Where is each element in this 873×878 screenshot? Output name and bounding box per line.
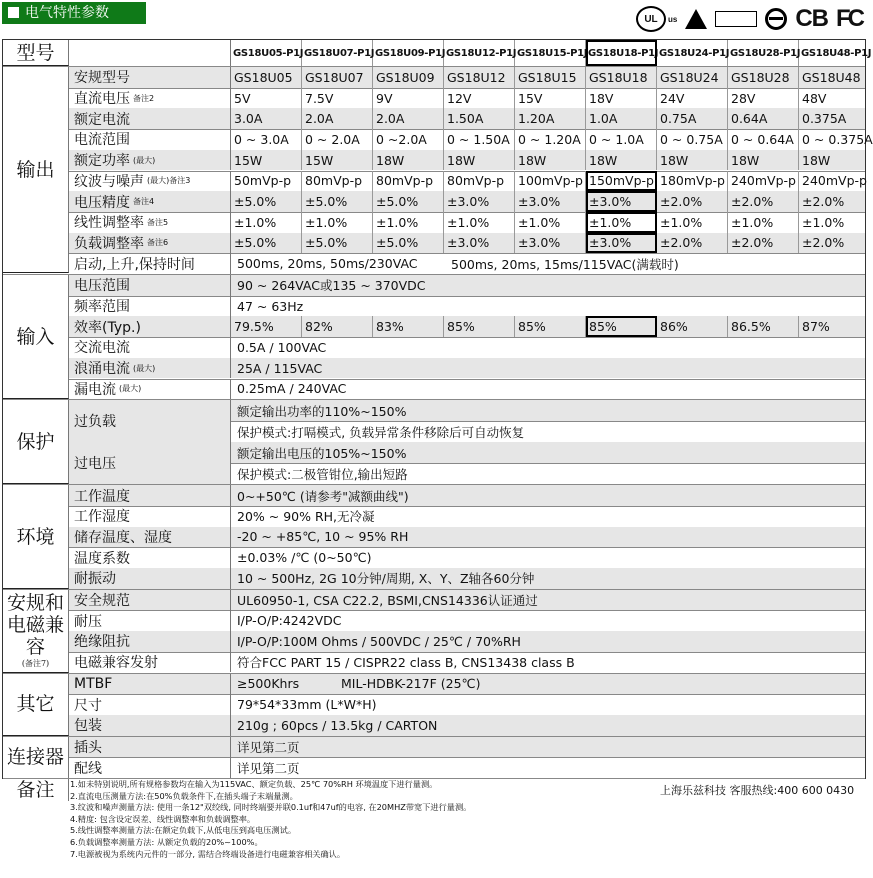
value-span <box>231 694 865 715</box>
value-cell: GS18U09 <box>373 67 444 88</box>
value-cell: 150mVp-p <box>586 171 657 192</box>
value-cell: ±1.0% <box>728 212 799 233</box>
row-label <box>69 527 231 548</box>
row-label-text: 漏电流 <box>74 381 116 398</box>
value-span <box>231 275 865 296</box>
value-row <box>231 212 865 233</box>
row-label <box>69 171 231 192</box>
value-cell: ±1.0% <box>515 212 586 233</box>
row-label <box>69 715 231 736</box>
value-cell: 0.64A <box>728 108 799 129</box>
value-cell: ±1.0% <box>373 212 444 233</box>
value-cell: ±2.0% <box>728 191 799 212</box>
value-text: 0.25mA / 240VAC <box>237 381 347 397</box>
row-label <box>69 442 231 484</box>
value-cell: 85% <box>444 316 515 337</box>
value-cell: 18W <box>373 150 444 171</box>
value-cell: 83% <box>373 316 444 337</box>
value-cell: 1.20A <box>515 108 586 129</box>
value-cell: ±3.0% <box>515 233 586 254</box>
value-cell: ±3.0% <box>586 233 657 254</box>
value-cell: 9V <box>373 88 444 109</box>
bsmi-box-icon <box>715 11 757 27</box>
value-span <box>231 485 865 506</box>
value-cell: 240mVp-p <box>728 171 799 192</box>
value-span <box>231 421 865 442</box>
row-label-text: 工作温度 <box>74 488 130 505</box>
value-cell: GS18U05-P1J <box>231 40 302 66</box>
value-cell: 0 ~ 0.75A <box>657 129 728 150</box>
value-row <box>231 150 865 171</box>
section-label: 型号 <box>3 40 69 66</box>
value-cell: GS18U12-P1J <box>444 40 515 66</box>
section-label: 备注 <box>3 779 69 801</box>
value-cell: 85% <box>515 316 586 337</box>
notes-list <box>70 779 471 860</box>
row-label-text: 配线 <box>74 760 102 777</box>
value-text: ±0.03% /℃ (0~50℃) <box>237 550 372 566</box>
value-row <box>231 108 865 129</box>
value-span <box>231 506 865 527</box>
row-label <box>69 150 231 171</box>
row-label <box>69 547 231 568</box>
value-cell: 2.0A <box>302 108 373 129</box>
value-cell: GS18U28-P1J <box>728 40 799 66</box>
value-text: 79*54*33mm (L*W*H) <box>237 697 377 713</box>
value-cell: 80mVp-p <box>373 171 444 192</box>
value-cell: ±1.0% <box>802 214 845 230</box>
value-cell: GS18U15-P1J <box>515 40 586 66</box>
value-span <box>231 610 865 631</box>
note-line: 1.如未特别说明,所有规格参数均在输入为115VAC、额定负载、25℃ 70%RH 环境温度下进行量测。 <box>70 779 438 789</box>
value-span <box>231 400 865 421</box>
row-label <box>69 108 231 129</box>
value-cell: ±1.0% <box>302 212 373 233</box>
row-label <box>69 631 231 652</box>
row-label <box>69 275 231 296</box>
value-text: 详见第二页 <box>237 760 300 776</box>
value-cell: ±5.0% <box>302 191 373 212</box>
value-span <box>231 296 865 317</box>
section-label: 连接器 <box>3 737 69 779</box>
value-span <box>231 674 865 695</box>
value-cell: ±5.0% <box>373 233 444 254</box>
row-label <box>69 191 231 212</box>
row-label <box>69 67 231 88</box>
value-cell: 0 ~ 2.0A <box>302 129 373 150</box>
value-cell: GS18U12 <box>444 67 515 88</box>
value-text: 保护模式:打嗝模式, 负载异常条件移除后可自动恢复 <box>237 424 525 440</box>
value-cell: GS18U15 <box>515 67 586 88</box>
value-cell: 0 ~ 3.0A <box>231 129 302 150</box>
value-span <box>231 652 865 673</box>
section-note: (备注7) <box>21 658 50 668</box>
value-cell: 85% <box>586 316 657 337</box>
section-label <box>3 590 69 673</box>
value-cell: GS18U24-P1J <box>657 40 728 66</box>
value-span <box>231 590 865 611</box>
row-label <box>69 757 231 778</box>
note-line: 2.直流电压测量方法:在50%负载条件下,在插头端子末端量测。 <box>70 790 298 801</box>
value-cell: ±3.0% <box>586 191 657 212</box>
certification-logos <box>636 4 862 34</box>
value-row <box>231 316 865 337</box>
value-cell: ±2.0% <box>799 233 865 254</box>
row-label-text: 电磁兼容发射 <box>74 655 158 672</box>
row-label <box>69 379 231 400</box>
value-cell: GS18U48 <box>799 67 865 88</box>
value-span <box>231 631 865 652</box>
value-text: 10 ~ 500Hz, 2G 10分钟/周期, X、Y、Z轴各60分钟 <box>237 571 535 587</box>
row-label-text: 安全规范 <box>74 593 130 610</box>
row-label-text: 启动,上升,保持时间 <box>74 256 195 273</box>
row-label-note: (最大)备注3 <box>147 176 191 186</box>
value-span <box>231 527 865 548</box>
row-label-text: 浪涌电流 <box>74 361 130 378</box>
value-cell: ±2.0% <box>799 191 865 212</box>
value-row <box>231 233 865 254</box>
value-text: 20% ~ 90% RH,无冷凝 <box>237 509 375 525</box>
value-cell: 100mVp-p <box>515 171 586 192</box>
row-label-note: 备注6 <box>147 238 169 248</box>
ccc-mark-icon <box>765 8 787 30</box>
row-label-text: 电流范围 <box>74 132 130 149</box>
value-row <box>231 191 865 212</box>
value-cell: 24V <box>657 88 728 109</box>
value-span <box>231 568 865 589</box>
row-label-note: (最大) <box>119 384 142 394</box>
value-cell: 0 ~ 0.64A <box>728 129 799 150</box>
note-line: 7.电源被视为系统内元件的一部分, 需结合终端设备进行电磁兼容相关确认。 <box>70 848 346 859</box>
value-cell: ±1.0% <box>586 212 657 233</box>
value-cell: 15W <box>231 150 302 171</box>
row-label <box>69 212 231 233</box>
row-label <box>69 337 231 358</box>
row-label-text: 耐振动 <box>74 571 116 588</box>
value-cell: 1.50A <box>444 108 515 129</box>
row-label-blank <box>69 40 231 66</box>
row-label-text: 绝缘阻抗 <box>74 634 130 651</box>
value-cell: GS18U28 <box>728 67 799 88</box>
value-span <box>231 757 865 778</box>
note-line: 6.负载调整率测量方法: 从额定负载的20%~100%。 <box>70 836 263 847</box>
value-text: 90 ~ 264VAC或135 ~ 370VDC <box>237 278 426 294</box>
value-cell: ±3.0% <box>444 233 515 254</box>
value-cell: 5V <box>231 88 302 109</box>
value-cell: GS18U09-P1J <box>373 40 444 66</box>
value-cell: GS18U48-P1J <box>801 47 872 59</box>
us-mark: us <box>667 14 678 24</box>
row-label <box>69 400 231 442</box>
value-text: 0~+50℃ (请参考"减额曲线") <box>237 488 409 504</box>
section-label-line: 安规和 <box>6 591 64 614</box>
row-label <box>69 316 231 337</box>
value-cell: 48V <box>802 90 827 106</box>
row-label-note: (最大) <box>133 363 156 373</box>
section-label: 其它 <box>3 674 69 736</box>
row-label <box>69 674 231 695</box>
company-hotline: 上海乐兹科技 客服热线:400 600 0430 <box>660 784 855 797</box>
value-cell: GS18U18-P1J <box>586 40 657 66</box>
value-cell: 15W <box>302 150 373 171</box>
row-label-text: 储存温度、湿度 <box>74 529 172 546</box>
row-label <box>69 253 231 274</box>
triangle-mark-icon <box>685 9 707 29</box>
row-label-text: 额定电流 <box>74 111 130 128</box>
row-label-text: 直流电压 <box>74 91 130 108</box>
note-line: 4.精度: 包含设定误差、线性调整率和负载调整率。 <box>70 813 256 824</box>
value-cell: GS18U07-P1J <box>302 40 373 66</box>
row-label-text: 频率范围 <box>74 299 130 316</box>
row-label-text: 电压范围 <box>74 278 130 295</box>
value-text: I/P-O/P:100M Ohms / 500VDC / 25℃ / 70%RH <box>237 633 521 649</box>
value-cell: ±2.0% <box>657 191 728 212</box>
fc-logo: FC <box>836 5 862 32</box>
row-label-text: 过负载 <box>74 414 116 431</box>
value-row <box>231 88 865 109</box>
value-text: 符合FCC PART 15 / CISPR22 class B, CNS13438 class B <box>237 655 575 671</box>
row-label-note: (最大) <box>133 155 156 165</box>
row-label <box>69 737 231 758</box>
row-label-text: 交流电流 <box>74 340 130 357</box>
row-label <box>69 485 231 506</box>
value-cell: 12V <box>444 88 515 109</box>
value-cell: ±1.0% <box>657 212 728 233</box>
value-cell: 18W <box>657 150 728 171</box>
row-label <box>69 233 231 254</box>
value-cell: 0 ~ 0.375A <box>802 131 873 147</box>
note-line: 3.纹波和噪声测量方法: 使用一条12"双绞线, 同时终端要并联0.1uf和47uf的电容, 在20MHZ带宽下进行量测。 <box>70 802 472 813</box>
section-label: 保护 <box>3 400 69 484</box>
value-cell: GS18U24 <box>657 67 728 88</box>
value-text: 25A / 115VAC <box>237 360 323 376</box>
section-label: 输出 <box>3 67 69 273</box>
row-label-text: MTBF <box>74 675 113 692</box>
value-cell: 80mVp-p <box>302 171 373 192</box>
value-cell: ±3.0% <box>444 191 515 212</box>
row-label-text: 电压精度 <box>74 194 130 211</box>
value-span <box>231 358 865 379</box>
value-cell: 82% <box>302 316 373 337</box>
value-span <box>231 715 865 736</box>
section-label: 输入 <box>3 275 69 399</box>
value-span <box>231 379 865 400</box>
row-label-text: 尺寸 <box>74 697 102 714</box>
value-text: 210g ; 60pcs / 13.5kg / CARTON <box>237 717 438 733</box>
value-cell: 18W <box>515 150 586 171</box>
value-cell: ±5.0% <box>302 233 373 254</box>
row-label-text: 工作湿度 <box>74 509 130 526</box>
value-cell: GS18U07 <box>302 67 373 88</box>
value-cell: GS18U05 <box>231 67 302 88</box>
value-text: 额定输出功率的110%~150% <box>237 403 407 419</box>
value-cell: ±2.0% <box>728 233 799 254</box>
value-text: ≥500Khrs <box>237 676 300 692</box>
value-cell: 18W <box>444 150 515 171</box>
value-text: 500ms, 20ms, 50ms/230VAC <box>237 256 418 272</box>
value-cell: ±5.0% <box>231 233 302 254</box>
value-cell: ±1.0% <box>444 212 515 233</box>
row-label-text: 线性调整率 <box>74 215 144 232</box>
value-cell: 18V <box>586 88 657 109</box>
row-label <box>69 652 231 673</box>
value-span <box>231 253 865 274</box>
value-cell: 0.75A <box>657 108 728 129</box>
value-cell: 18W <box>728 150 799 171</box>
value-cell: 86.5% <box>728 316 799 337</box>
section-label: 环境 <box>3 485 69 589</box>
value-cell: 0 ~ 1.50A <box>444 129 515 150</box>
value-text: 额定输出电压的105%~150% <box>237 445 407 461</box>
row-label-text: 过电压 <box>74 456 116 473</box>
value-text: -20 ~ +85℃, 10 ~ 95% RH <box>237 529 409 545</box>
value-cell: 28V <box>728 88 799 109</box>
value-cell: 18W <box>586 150 657 171</box>
value-row <box>231 67 865 88</box>
section-title-bar <box>2 2 146 24</box>
value-span <box>231 442 865 463</box>
value-cell: GS18U18 <box>586 67 657 88</box>
value-span <box>231 737 865 758</box>
row-label-text: 负载调整率 <box>74 235 144 252</box>
row-label <box>69 506 231 527</box>
row-label <box>69 568 231 589</box>
value-cell: 7.5V <box>302 88 373 109</box>
value-cell: 0 ~ 1.20A <box>515 129 586 150</box>
cb-logo: CB <box>795 5 828 32</box>
section-title: 电气特性参数 <box>25 5 109 21</box>
row-label-note: 备注4 <box>133 197 155 207</box>
row-label <box>69 610 231 631</box>
row-label-text: 耐压 <box>74 613 102 630</box>
row-label <box>69 296 231 317</box>
value-cell: 87% <box>799 316 865 337</box>
value-text: 保护模式:二极管钳位,输出短路 <box>237 466 408 482</box>
row-label <box>69 590 231 611</box>
value-cell: 3.0A <box>231 108 302 129</box>
value-text: 详见第二页 <box>237 739 300 755</box>
value-cell: 0.375A <box>799 108 865 129</box>
value-cell: 0 ~ 1.0A <box>586 129 657 150</box>
note-line: 5.线性调整率测量方法:在额定负载下,从低电压到高电压测试。 <box>70 825 297 836</box>
value-row <box>231 171 865 192</box>
row-label-text: 插头 <box>74 739 102 756</box>
row-label-text: 安规型号 <box>74 70 130 87</box>
value-cell: 180mVp-p <box>657 171 728 192</box>
value-text-2: 500ms, 20ms, 15ms/115VAC(满载时) <box>451 256 679 272</box>
value-cell: 79.5% <box>231 316 302 337</box>
value-cell: 50mVp-p <box>231 171 302 192</box>
row-label-note: 备注5 <box>147 217 169 227</box>
value-cell: 0 ~2.0A <box>373 129 444 150</box>
value-cell: ±5.0% <box>373 191 444 212</box>
ul-logo: UL <box>636 6 666 32</box>
row-label-text: 额定功率 <box>74 153 130 170</box>
value-text: UL60950-1, CSA C22.2, BSMI,CNS14336认证通过 <box>237 593 538 609</box>
value-text-2: MIL-HDBK-217F (25℃) <box>341 676 481 692</box>
value-span <box>231 337 865 358</box>
value-cell: ±1.0% <box>231 212 302 233</box>
value-text: 0.5A / 100VAC <box>237 339 327 355</box>
row-label <box>69 88 231 109</box>
value-cell: 240mVp-p <box>802 173 867 189</box>
value-cell: ±5.0% <box>231 191 302 212</box>
row-label <box>69 358 231 379</box>
section-label-line: 电磁兼容 <box>6 613 64 658</box>
row-label-text: 包装 <box>74 718 102 735</box>
value-span <box>231 547 865 568</box>
row-label <box>69 129 231 150</box>
row-label-text: 纹波与噪声 <box>74 173 144 190</box>
row-label-text: 效率(Typ.) <box>74 319 141 336</box>
square-icon <box>8 7 19 18</box>
value-text: I/P-O/P:4242VDC <box>237 613 342 629</box>
value-row <box>231 40 872 66</box>
value-span <box>231 463 865 484</box>
row-label <box>69 694 231 715</box>
row-label-text: 温度系数 <box>74 550 130 567</box>
value-text: 47 ~ 63Hz <box>237 298 304 314</box>
value-cell: 1.0A <box>586 108 657 129</box>
value-cell: ±2.0% <box>657 233 728 254</box>
value-cell: 18W <box>799 150 865 171</box>
value-cell: 2.0A <box>373 108 444 129</box>
value-cell: 86% <box>657 316 728 337</box>
row-label-note: 备注2 <box>133 93 155 103</box>
value-row <box>231 129 873 150</box>
value-cell: 15V <box>515 88 586 109</box>
value-cell: ±3.0% <box>515 191 586 212</box>
value-cell: 80mVp-p <box>444 171 515 192</box>
